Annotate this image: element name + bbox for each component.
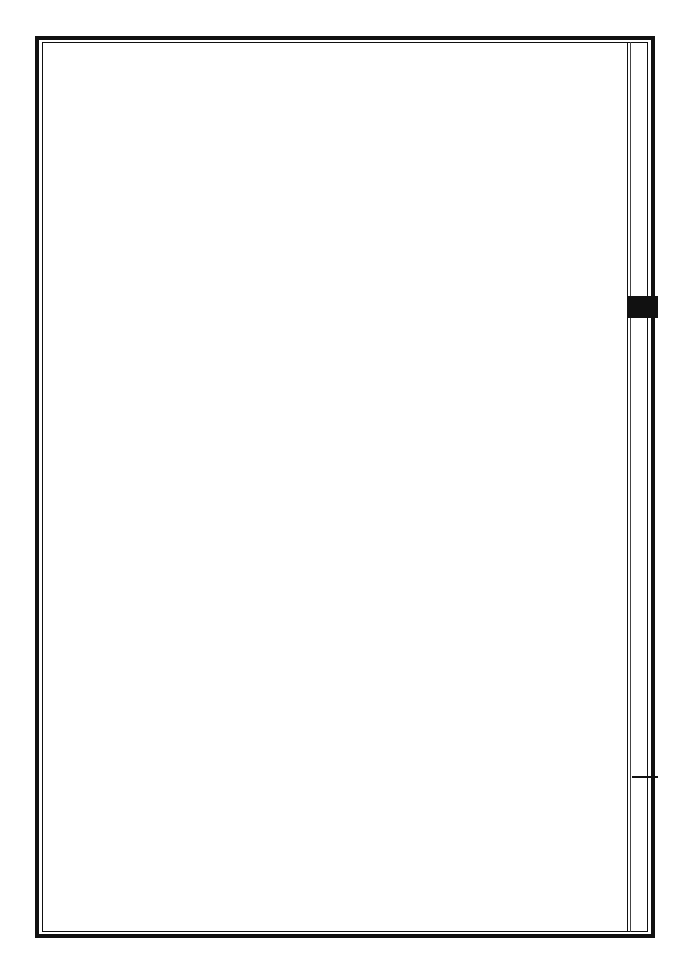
fishtail-mark xyxy=(628,296,658,318)
inner-border xyxy=(42,42,648,932)
fold-rule xyxy=(630,42,631,932)
margin-rule xyxy=(627,42,628,932)
margin-tick xyxy=(632,776,658,778)
